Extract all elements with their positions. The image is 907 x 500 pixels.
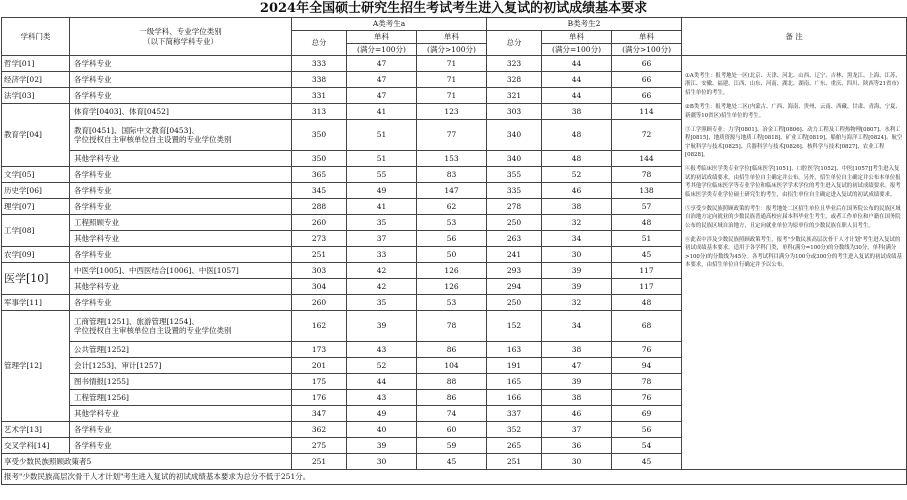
a-singlegt100-cell: 74 xyxy=(417,406,487,422)
a-total-cell: 345 xyxy=(292,183,347,199)
b-single100-cell: 38 xyxy=(542,390,612,406)
category-cell: 文学[05] xyxy=(2,167,70,183)
a-total-cell: 303 xyxy=(292,263,347,279)
subject-cell: 其他学科专业 xyxy=(70,151,292,167)
b-total-cell: 352 xyxy=(487,422,542,438)
a-single100-cell: 42 xyxy=(347,263,417,279)
a-single100-cell: 51 xyxy=(347,151,417,167)
a-total-cell: 176 xyxy=(292,390,347,406)
b-total-cell: 251 xyxy=(487,454,542,470)
b-total-cell: 278 xyxy=(487,199,542,215)
a-total-cell: 347 xyxy=(292,406,347,422)
b-total-cell: 250 xyxy=(487,295,542,311)
b-single100-cell: 38 xyxy=(542,104,612,120)
a-single100-cell: 41 xyxy=(347,199,417,215)
a-singlegt100-cell: 62 xyxy=(417,199,487,215)
b-single100-cell: 38 xyxy=(542,342,612,358)
a-total-cell: 260 xyxy=(292,215,347,231)
b-total-cell: 241 xyxy=(487,247,542,263)
b-singlegt100-cell: 117 xyxy=(612,263,682,279)
b-total-cell: 340 xyxy=(487,120,542,151)
a-single100-cell: 55 xyxy=(347,167,417,183)
header-category: 学科门类 xyxy=(2,18,70,56)
a-single100-cell: 47 xyxy=(347,88,417,104)
a-singlegt100-cell: 78 xyxy=(417,311,487,342)
subject-cell: 其他学科专业 xyxy=(70,279,292,295)
b-singlegt100-cell: 57 xyxy=(612,199,682,215)
header-b-singlegt100-note: (满分>100分) xyxy=(612,44,682,56)
a-total-cell: 350 xyxy=(292,120,347,151)
a-total-cell: 251 xyxy=(292,454,347,470)
b-single100-cell: 47 xyxy=(542,358,612,374)
a-singlegt100-cell: 77 xyxy=(417,120,487,151)
b-singlegt100-cell: 68 xyxy=(612,311,682,342)
a-total-cell: 251 xyxy=(292,247,347,263)
page-title: 2024年全国硕士研究生招生考试考生进入复试的初试成绩基本要求 xyxy=(259,1,648,16)
b-singlegt100-cell: 76 xyxy=(612,390,682,406)
subject-line: 学位授权自主审核单位自主设置的专业学位类别 xyxy=(74,326,232,335)
a-total-cell: 173 xyxy=(292,342,347,358)
header-b-single100-label: 单科 xyxy=(542,31,612,44)
note-item: ④报考临床医学类专业学位[临床医学[1051]、口腔医学[1052]、中医[1057]]考生进入复试的初试成绩要求，由招生单位自主确定并公布。另外，招生单位自主确定并公布本单位报考其他学位临床医学等专业学位和临床医学学术学位的考生进入复试的初试成绩要求。报考临床医学类专业学位硕士研究生的考生，由招生单位自主确定进入复试的初试成绩要求。 xyxy=(685,166,901,198)
a-single100-cell: 39 xyxy=(347,438,417,454)
b-singlegt100-cell: 51 xyxy=(612,231,682,247)
header-a-total: 总分 xyxy=(292,31,347,56)
a-single100-cell: 47 xyxy=(347,72,417,88)
b-total-cell: 250 xyxy=(487,215,542,231)
a-total-cell: 273 xyxy=(292,231,347,247)
a-total-cell: 313 xyxy=(292,104,347,120)
note-item: ⑥此表中涉及少数民族照顾政策考生，报考"少数民族高层次骨干人才计划"考生进入复试的初试成绩基本要求，适用于各学科门类，单科(满分=100分)的分数线为30分，单科(满分>100分)的分数线为45分。各考试科目满分为100分或300分的考生进入复试的初试成绩基本要求，由招生单位自行确定并予以公布。 xyxy=(685,237,902,269)
subject-cell: 工程照顾专业 xyxy=(70,215,292,231)
note-item: ②B类考生：报考地处二区(内蒙古、广西、海南、贵州、云南、西藏、甘肃、青海、宁夏、新疆等10省区)招生单位的考生。 xyxy=(685,104,901,119)
a-singlegt100-cell: 88 xyxy=(417,374,487,390)
header-b-singlegt100-label: 单科 xyxy=(612,31,682,44)
b-singlegt100-cell: 66 xyxy=(612,88,682,104)
a-singlegt100-cell: 153 xyxy=(417,151,487,167)
category-cell: 法学[03] xyxy=(2,88,70,104)
b-total-cell: 294 xyxy=(487,279,542,295)
table-footer-row xyxy=(2,470,907,485)
a-singlegt100-cell: 59 xyxy=(417,438,487,454)
a-total-cell: 175 xyxy=(292,374,347,390)
a-singlegt100-cell: 126 xyxy=(417,279,487,295)
subject-cell: 体育学[0403]、体育[0452] xyxy=(70,104,292,120)
b-single100-cell: 34 xyxy=(542,231,612,247)
category-cell: 经济学[02] xyxy=(2,72,70,88)
a-total-cell: 331 xyxy=(292,88,347,104)
subject-cell: 图书情报[1255] xyxy=(70,374,292,390)
b-singlegt100-cell: 56 xyxy=(612,422,682,438)
a-single100-cell: 42 xyxy=(347,279,417,295)
a-singlegt100-cell: 147 xyxy=(417,183,487,199)
header-b-single100-note: (满分=100分) xyxy=(542,44,612,56)
b-total-cell: 263 xyxy=(487,231,542,247)
notes-cell xyxy=(682,56,907,470)
b-total-cell: 337 xyxy=(487,406,542,422)
b-total-cell: 265 xyxy=(487,438,542,454)
a-total-cell: 275 xyxy=(292,438,347,454)
subject-cell: 中医学[1005]、中西医结合[1006]、中医[1057] xyxy=(70,263,292,279)
a-single100-cell: 30 xyxy=(347,454,417,470)
b-total-cell: 328 xyxy=(487,72,542,88)
b-total-cell: 335 xyxy=(487,183,542,199)
a-singlegt100-cell: 50 xyxy=(417,247,487,263)
b-singlegt100-cell: 66 xyxy=(612,72,682,88)
b-total-cell: 323 xyxy=(487,56,542,72)
a-singlegt100-cell: 71 xyxy=(417,56,487,72)
b-singlegt100-cell: 48 xyxy=(612,295,682,311)
b-singlegt100-cell: 144 xyxy=(612,151,682,167)
b-total-cell: 355 xyxy=(487,167,542,183)
a-singlegt100-cell: 53 xyxy=(417,295,487,311)
a-singlegt100-cell: 104 xyxy=(417,358,487,374)
a-singlegt100-cell: 53 xyxy=(417,215,487,231)
b-single100-cell: 39 xyxy=(542,279,612,295)
subject-cell: 各学科专业 xyxy=(70,438,292,454)
a-single100-cell: 49 xyxy=(347,183,417,199)
subject-cell: 其他学科专业 xyxy=(70,406,292,422)
a-single100-cell: 47 xyxy=(347,56,417,72)
a-singlegt100-cell: 86 xyxy=(417,342,487,358)
b-singlegt100-cell: 76 xyxy=(612,342,682,358)
b-single100-cell: 44 xyxy=(542,72,612,88)
header-b-total: 总分 xyxy=(487,31,542,56)
b-single100-cell: 32 xyxy=(542,215,612,231)
subject-cell xyxy=(70,120,292,151)
a-single100-cell: 49 xyxy=(347,406,417,422)
a-total-cell: 201 xyxy=(292,358,347,374)
header-group-a: A类考生a xyxy=(292,18,487,31)
category-cell: 农学[09] xyxy=(2,247,70,263)
category-cell: 工学[08] xyxy=(2,215,70,247)
a-single100-cell: 40 xyxy=(347,422,417,438)
b-single100-cell: 39 xyxy=(542,263,612,279)
subject-cell: 各学科专业 xyxy=(70,183,292,199)
b-total-cell: 152 xyxy=(487,311,542,342)
a-single100-cell: 35 xyxy=(347,295,417,311)
category-cell: 理学[07] xyxy=(2,199,70,215)
b-total-cell: 191 xyxy=(487,358,542,374)
a-single100-cell: 39 xyxy=(347,311,417,342)
note-item: ③工学照顾专业：力学[0801]、冶金工程[0806]、动力工程及工程热物理[0807]、水利工程[0815]、地质资源与地质工程[0818]、矿业工程[0819]、船舶与海洋工程[0824]、航空宇航科学与技术[0825]、兵器科学与技术[0826]、核科学与技术[0827]、农业工程[0828]。 xyxy=(685,126,903,158)
a-total-cell: 304 xyxy=(292,279,347,295)
a-total-cell: 288 xyxy=(292,199,347,215)
b-single100-cell: 46 xyxy=(542,406,612,422)
header-subject-line2: （以下简称学科专业） xyxy=(143,36,218,46)
a-total-cell: 365 xyxy=(292,167,347,183)
b-singlegt100-cell: 78 xyxy=(612,167,682,183)
subject-cell xyxy=(70,311,292,342)
category-cell: 管理学[12] xyxy=(2,311,70,422)
a-single100-cell: 43 xyxy=(347,342,417,358)
subject-cell: 各学科专业 xyxy=(70,56,292,72)
category-cell: 享受少数民族照顾政策者5 xyxy=(2,454,292,470)
note-item: ①A类考生：报考地处一区(北京、天津、河北、山西、辽宁、吉林、黑龙江、上海、江苏、浙江、安徽、福建、江西、山东、河南、湖北、湖南、广东、重庆、四川、陕西等21省市)招生单位的考生。 xyxy=(685,73,901,96)
score-table xyxy=(1,17,907,485)
a-total-cell: 260 xyxy=(292,295,347,311)
header-subject xyxy=(70,18,292,56)
a-singlegt100-cell: 83 xyxy=(417,167,487,183)
b-singlegt100-cell: 117 xyxy=(612,279,682,295)
b-single100-cell: 46 xyxy=(542,183,612,199)
a-singlegt100-cell: 71 xyxy=(417,72,487,88)
b-singlegt100-cell: 138 xyxy=(612,183,682,199)
subject-cell: 其他学科专业 xyxy=(70,231,292,247)
b-total-cell: 340 xyxy=(487,151,542,167)
b-single100-cell: 34 xyxy=(542,311,612,342)
b-single100-cell: 52 xyxy=(542,167,612,183)
b-singlegt100-cell: 69 xyxy=(612,406,682,422)
note-item: ⑤享受少数民族照顾政策的考生：报考地处二区招生单位且毕业后在国务院公布的民族区域自治地方定向就业的少数民族普通高校应届本科毕业生考生，或者工作单位和户籍在国务院公布的民族区域自治地方，且定向就业单位为原单位的少数民族在职人员考生。 xyxy=(685,205,901,229)
subject-cell: 各学科专业 xyxy=(70,247,292,263)
header-notes: 备 注 xyxy=(682,18,907,56)
b-single100-cell: 30 xyxy=(542,454,612,470)
a-total-cell: 362 xyxy=(292,422,347,438)
b-single100-cell: 30 xyxy=(542,247,612,263)
b-single100-cell: 44 xyxy=(542,88,612,104)
b-single100-cell: 44 xyxy=(542,56,612,72)
a-total-cell: 350 xyxy=(292,151,347,167)
b-singlegt100-cell: 66 xyxy=(612,56,682,72)
subject-cell: 公共管理[1252] xyxy=(70,342,292,358)
b-single100-cell: 32 xyxy=(542,295,612,311)
a-single100-cell: 52 xyxy=(347,358,417,374)
b-single100-cell: 48 xyxy=(542,151,612,167)
a-single100-cell: 44 xyxy=(347,374,417,390)
subject-cell: 各学科专业 xyxy=(70,199,292,215)
header-a-singlegt100-note: (满分>100分) xyxy=(417,44,487,56)
subject-cell: 各学科专业 xyxy=(70,295,292,311)
subject-cell: 会计[1253]、审计[1257] xyxy=(70,358,292,374)
a-singlegt100-cell: 123 xyxy=(417,104,487,120)
b-single100-cell: 37 xyxy=(542,422,612,438)
subject-line: 教育[0451]、国际中文教育[0453]、 xyxy=(74,125,199,135)
header-group-b: B类考生2 xyxy=(487,18,682,31)
a-total-cell: 338 xyxy=(292,72,347,88)
a-single100-cell: 43 xyxy=(347,390,417,406)
b-singlegt100-cell: 94 xyxy=(612,358,682,374)
b-total-cell: 163 xyxy=(487,342,542,358)
category-cell: 历史学[06] xyxy=(2,183,70,199)
b-single100-cell: 39 xyxy=(542,374,612,390)
category-cell: 医学[10] xyxy=(2,263,70,295)
b-total-cell: 166 xyxy=(487,390,542,406)
footer-note: 报考"少数民族高层次骨干人才计划"考生进入复试的初试成绩基本要求为总分不低于251分。 xyxy=(2,470,907,485)
b-single100-cell: 48 xyxy=(542,120,612,151)
a-single100-cell: 33 xyxy=(347,247,417,263)
category-cell: 教育学[04] xyxy=(2,104,70,167)
a-single100-cell: 41 xyxy=(347,104,417,120)
a-single100-cell: 37 xyxy=(347,231,417,247)
b-total-cell: 321 xyxy=(487,88,542,104)
b-total-cell: 293 xyxy=(487,263,542,279)
subject-cell: 各学科专业 xyxy=(70,167,292,183)
b-total-cell: 303 xyxy=(487,104,542,120)
subject-line: 工商管理[1251]、旅游管理[1254]、 xyxy=(74,316,199,326)
a-singlegt100-cell: 60 xyxy=(417,422,487,438)
subject-cell: 各学科专业 xyxy=(70,88,292,104)
b-singlegt100-cell: 54 xyxy=(612,438,682,454)
category-cell: 军事学[11] xyxy=(2,295,70,311)
b-singlegt100-cell: 45 xyxy=(612,247,682,263)
b-single100-cell: 38 xyxy=(542,199,612,215)
header-a-single100-note: (满分=100分) xyxy=(347,44,417,56)
b-singlegt100-cell: 72 xyxy=(612,120,682,151)
b-singlegt100-cell: 78 xyxy=(612,374,682,390)
b-total-cell: 165 xyxy=(487,374,542,390)
header-subject-line1: 一级学科、专业学位类别 xyxy=(139,27,222,37)
table-row xyxy=(2,56,907,72)
category-cell: 哲学[01] xyxy=(2,56,70,72)
header-a-singlegt100-label: 单科 xyxy=(417,31,487,44)
a-singlegt100-cell: 71 xyxy=(417,88,487,104)
subject-line: 学位授权自主审核单位自主设置的专业学位类别 xyxy=(74,135,232,144)
header-a-single100-label: 单科 xyxy=(347,31,417,44)
a-singlegt100-cell: 126 xyxy=(417,263,487,279)
a-singlegt100-cell: 56 xyxy=(417,231,487,247)
a-singlegt100-cell: 45 xyxy=(417,454,487,470)
a-total-cell: 162 xyxy=(292,311,347,342)
subject-cell: 各学科专业 xyxy=(70,422,292,438)
a-total-cell: 333 xyxy=(292,56,347,72)
category-cell: 交叉学科[14] xyxy=(2,438,70,454)
a-single100-cell: 51 xyxy=(347,120,417,151)
b-single100-cell: 36 xyxy=(542,438,612,454)
b-singlegt100-cell: 114 xyxy=(612,104,682,120)
category-cell: 艺术学[13] xyxy=(2,422,70,438)
subject-cell: 工程管理[1256] xyxy=(70,390,292,406)
subject-cell: 各学科专业 xyxy=(70,72,292,88)
b-singlegt100-cell: 48 xyxy=(612,215,682,231)
a-singlegt100-cell: 86 xyxy=(417,390,487,406)
a-single100-cell: 35 xyxy=(347,215,417,231)
b-singlegt100-cell: 45 xyxy=(612,454,682,470)
